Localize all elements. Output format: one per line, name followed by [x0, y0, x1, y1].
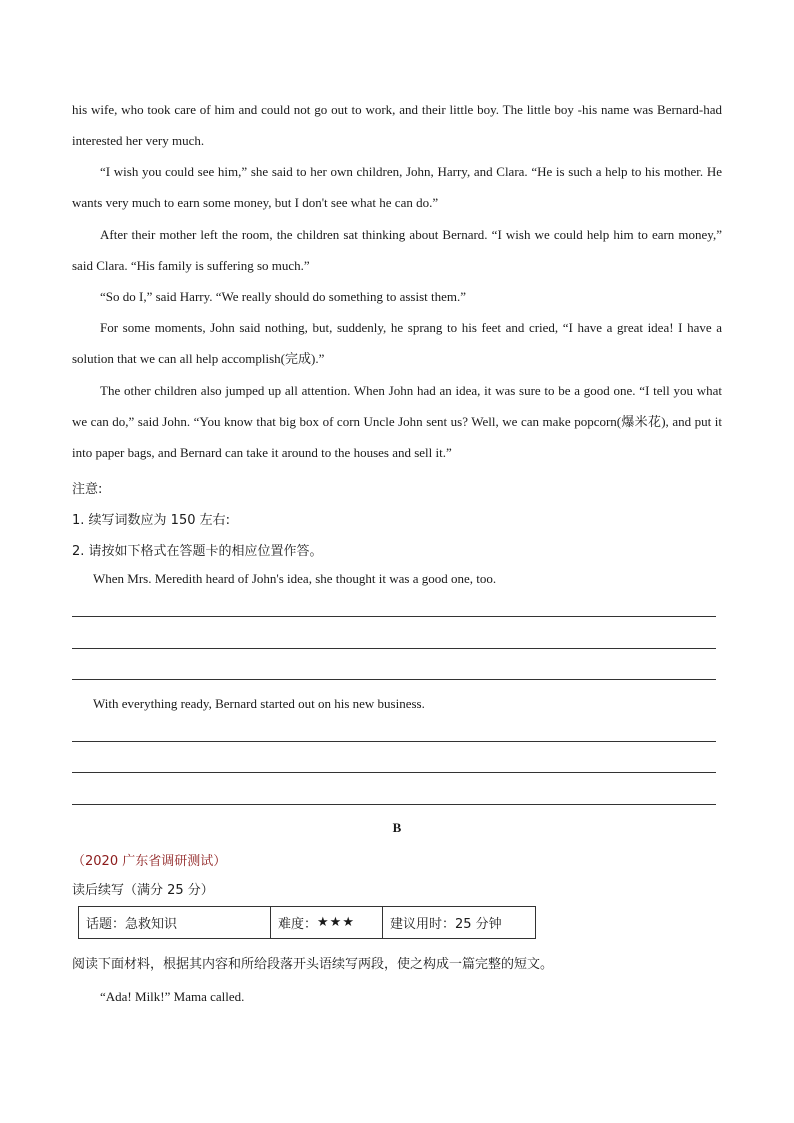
- continuation-prompt-2: With everything ready, Bernard started out on his new business.: [93, 696, 425, 711]
- task-instruction: 阅读下面材料，根据其内容和所给段落开头语续写两段，使之构成一篇完整的短文。: [72, 957, 554, 972]
- answer-line: [72, 616, 716, 617]
- answer-line: [72, 772, 716, 773]
- difficulty-stars-icon: ★★★: [317, 915, 355, 930]
- story-paragraph: “So do I,” said Harry. “We really should do something to assist them.”: [100, 289, 467, 304]
- task-title: 读后续写（满分 25 分）: [72, 883, 214, 898]
- answer-line: [72, 679, 716, 680]
- answer-line: [72, 804, 716, 805]
- story-paragraph: After their mother left the room, the children sat thinking about Bernard. “I wish we could help him to earn money,” said Clara. “His family is suffering so much.”: [72, 227, 722, 273]
- story-paragraph: The other children also jumped up all attention. When John had an idea, it was sure to be a good one. “I tell you what we can do,” said John. “You know that big box of corn Uncle John sent us? Well, we can make popcorn(爆米花), and put it into paper bags, and Bernard can take it around to the houses and sell it.”: [72, 383, 722, 460]
- difficulty-label: 难度：: [278, 917, 318, 932]
- difficulty-cell: [271, 907, 383, 938]
- notes-item-format: 2. 请按如下格式在答题卡的相应位置作答。: [72, 544, 323, 559]
- notes-item-word-count: 1. 续写词数应为 150 左右:: [72, 513, 230, 528]
- story-opening: “Ada! Milk!” Mama called.: [100, 989, 245, 1004]
- source-label: （2020 广东省调研测试）: [72, 854, 227, 869]
- section-letter: B: [392, 820, 402, 835]
- task-info-table: [78, 906, 536, 939]
- answer-line: [72, 648, 716, 649]
- story-paragraph: “I wish you could see him,” she said to her own children, John, Harry, and Clara. “He is such a help to his mother. He wants very much to earn some money, but I don't see what he can do.”: [72, 164, 722, 210]
- story-paragraph: his wife, who took care of him and could not go out to work, and their little boy. The little boy -his name was Bernard-had interested her very much.: [72, 102, 722, 148]
- story-paragraph: For some moments, John said nothing, but, suddenly, he sprang to his feet and cried, “I have a great idea! I have a solution that we can all help accomplish(完成).”: [72, 320, 722, 366]
- continuation-prompt-1: When Mrs. Meredith heard of John's idea, she thought it was a good one, too.: [93, 571, 497, 586]
- topic-cell: 话题：急救知识: [79, 907, 271, 938]
- answer-line: [72, 741, 716, 742]
- time-cell: 建议用时：25 分钟: [390, 917, 502, 932]
- notes-heading: 注意:: [72, 482, 103, 497]
